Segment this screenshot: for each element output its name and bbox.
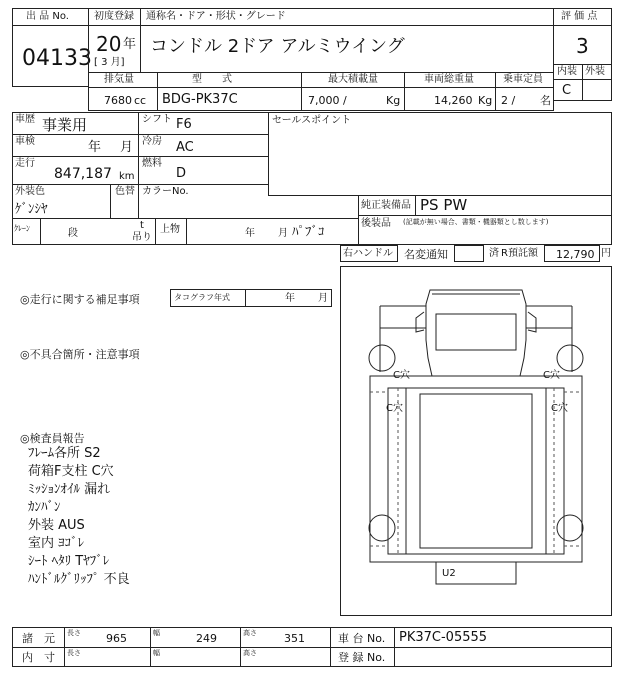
exterior-label: 外装 — [585, 66, 605, 77]
fuel-value: D — [176, 166, 187, 181]
inspector-label: ◎検査員報告 — [20, 432, 85, 445]
crane-stage: 段 — [68, 228, 78, 239]
fuel-label: 燃料 — [142, 158, 162, 169]
recycle-label: R預託額 — [501, 248, 538, 259]
color-value: ｹﾞﾝｼﾔ — [15, 202, 48, 217]
model-value: BDG-PK37C — [162, 92, 238, 107]
inspector-line: ｶﾝﾊﾞﾝ — [28, 500, 61, 515]
grade-value: 3 — [576, 34, 589, 58]
sales-point-label: セールスポイント — [272, 115, 352, 126]
rule — [40, 218, 41, 245]
first-reg-label: 初度登録 — [94, 11, 134, 22]
diagram-mark: C穴 — [386, 403, 403, 414]
diagram-mark: C穴 — [551, 403, 568, 414]
ac-value: AC — [176, 140, 194, 155]
color-label: 外装色 — [15, 186, 45, 197]
inspection-month: 月 — [120, 140, 134, 155]
rule — [245, 289, 246, 307]
rule — [12, 156, 268, 157]
car-name: コンドル 2ドア アルミウイング — [150, 36, 405, 57]
rule — [12, 647, 612, 648]
rule — [240, 627, 241, 667]
diagram-mark: U2 — [442, 568, 456, 579]
equipment-value: PS PW — [420, 196, 468, 214]
upper-month: 月 — [278, 228, 288, 239]
lot-number: 04133 — [22, 46, 92, 71]
displacement-unit: cc — [134, 94, 147, 107]
rule — [268, 112, 269, 195]
gross-weight-label: 車両総重量 — [424, 74, 474, 85]
dims-label: 諸 元 — [22, 632, 55, 645]
height-value: 351 — [284, 632, 305, 645]
grade-label: 評 価 点 — [561, 11, 598, 22]
rule — [150, 627, 151, 667]
name-change-box — [454, 245, 484, 262]
inner-width-label: 幅 — [153, 649, 160, 657]
tachograph-label: タコグラフ年式 — [174, 293, 230, 302]
rule — [110, 184, 111, 218]
gross-weight-unit: Kg — [478, 94, 493, 107]
rule — [12, 218, 358, 219]
inspector-line: ｼｰﾄ ﾍﾀﾘ Tﾔﾌﾞﾚ — [28, 554, 110, 569]
diagram-mark: C穴 — [393, 370, 410, 381]
capacity-unit: 名 — [540, 94, 551, 107]
color-no-label: 色替 — [115, 186, 135, 197]
upper-label: 上物 — [160, 224, 180, 235]
tacho-month: 月 — [318, 293, 328, 304]
history-value: 事業用 — [42, 116, 88, 134]
recycle-value: 12,790 — [556, 248, 595, 261]
defects-label: ◎不具合箇所・注意事項 — [20, 348, 140, 361]
inspector-line: 外装 AUS — [28, 518, 85, 533]
aftermarket-label: 後装品 — [361, 218, 391, 229]
tacho-year: 年 — [285, 293, 295, 304]
chassis-value: PK37C-05555 — [399, 630, 488, 645]
inner-label: 内 寸 — [22, 651, 55, 664]
max-load-label: 最大積載量 — [328, 74, 378, 85]
displacement-label: 排気量 — [104, 74, 134, 85]
length-value: 965 — [106, 632, 127, 645]
inspector-line: ﾊﾝﾄﾞﾙｸﾞﾘｯﾌﾟ 不良 — [28, 572, 130, 587]
width-value: 249 — [196, 632, 217, 645]
upper-year: 年 — [245, 228, 255, 239]
rule — [64, 627, 65, 667]
inspector-line: 荷箱F支柱 C穴 — [28, 464, 114, 479]
rule — [155, 218, 156, 245]
recycle-unit: 円 — [601, 248, 611, 259]
max-load-unit: Kg — [386, 94, 401, 107]
first-reg-year: 20 — [96, 32, 122, 56]
year-unit: 年 — [123, 37, 137, 52]
height-label: 高さ — [243, 629, 257, 637]
displacement-value: 7680 — [104, 94, 132, 107]
rule — [12, 134, 268, 135]
rule — [138, 184, 139, 218]
inspector-line: 室内 ﾖｺﾞﾚ — [28, 536, 85, 551]
interior-value: C — [562, 83, 572, 98]
tax-label: 済 — [489, 248, 499, 259]
mileage-unit: km — [119, 171, 135, 182]
diagram-mark: C穴 — [543, 370, 560, 381]
exterior-value-cell — [582, 79, 612, 101]
interior-label: 内装 — [557, 66, 577, 77]
rule — [358, 195, 359, 245]
upper-value: ﾊﾟﾌﾞｺ — [292, 225, 325, 240]
inner-length-label: 長さ — [67, 649, 81, 657]
color-code-label: カラーNo. — [142, 186, 189, 197]
rule — [138, 112, 139, 184]
capacity-value: 2 / — [501, 94, 516, 107]
rule — [12, 184, 268, 185]
truck-diagram — [340, 266, 612, 616]
max-load-value: 7,000 / — [308, 94, 347, 107]
inspection-label: 車検 — [15, 136, 35, 147]
inspection-year: 年 — [88, 140, 102, 155]
rule — [394, 627, 395, 667]
inner-height-label: 高さ — [243, 649, 257, 657]
equipment-label: 純正装備品 — [361, 200, 411, 211]
rule — [358, 215, 612, 216]
ac-label: 冷房 — [142, 136, 162, 147]
mileage-value: 847,187 — [54, 166, 112, 182]
chassis-label: 車 台 No. — [338, 632, 386, 645]
shift-label: シフト — [142, 114, 172, 125]
capacity-label: 乗車定員 — [503, 74, 543, 85]
shift-value: F6 — [176, 117, 192, 132]
name-change-label: 名変通知 — [404, 248, 448, 261]
inspector-line: ﾌﾚｰﾑ各所 S2 — [28, 446, 101, 461]
driving-label: ◎走行に関する補足事項 — [20, 293, 140, 306]
lot-label: 出 品 No. — [26, 11, 69, 22]
reg-label: 登 録 No. — [338, 651, 386, 664]
mileage-label: 走行 — [15, 158, 35, 169]
model-label: 型 式 — [192, 74, 232, 85]
gross-weight-value: 14,260 — [434, 94, 473, 107]
name-label: 通称名・ドア・形状・グレード — [146, 11, 286, 22]
crane-hang: 吊り — [132, 232, 152, 243]
steering: 右ハンドル — [343, 248, 393, 259]
rule — [415, 195, 416, 215]
crane-label: ｸﾚｰﾝ — [14, 224, 30, 233]
inspector-line: ﾐｯｼｮﾝｵｲﾙ 漏れ — [28, 482, 111, 497]
rule — [330, 627, 331, 667]
length-label: 長さ — [67, 629, 81, 637]
rule — [186, 218, 187, 245]
history-label: 車歴 — [15, 114, 35, 125]
first-reg-month: [ 3 月] — [94, 57, 125, 68]
crane-ton: t — [140, 220, 144, 231]
aftermarket-note: (記載が無い場合、書類・機器類とし数します) — [403, 218, 549, 226]
width-label: 幅 — [153, 629, 160, 637]
